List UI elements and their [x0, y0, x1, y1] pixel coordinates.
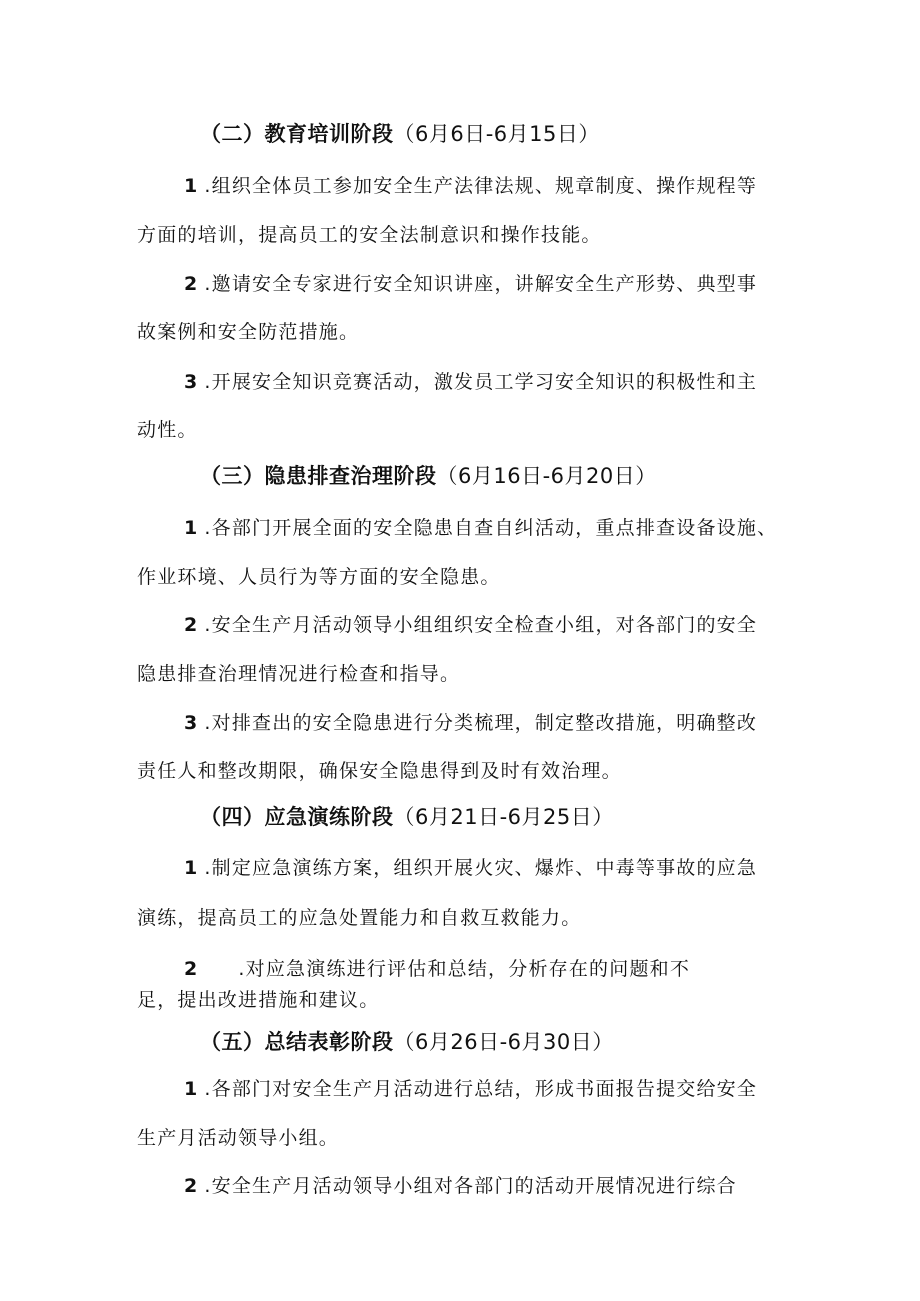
- paragraph-line: 2 .对应急演练进行评估和总结，分析存在的问题和不: [184, 958, 691, 980]
- paragraph-line: 2 .安全生产月活动领导小组组织安全检查小组，对各部门的安全: [184, 614, 758, 636]
- paragraph-line: 动性。: [137, 419, 198, 441]
- paragraph-line: 1 .各部门对安全生产月活动进行总结，形成书面报告提交给安全: [184, 1078, 758, 1100]
- paragraph-line: 责任人和整改期限，确保安全隐患得到及时有效治理。: [137, 760, 622, 782]
- section-heading: （五）总结表彰阶段（6月26日-6月30日）: [200, 1030, 614, 1054]
- section-heading: （三）隐患排查治理阶段（6月16日-6月20日）: [200, 464, 657, 488]
- paragraph-line: 2 .邀请安全专家进行安全知识讲座，讲解安全生产形势、典型事: [184, 273, 758, 295]
- paragraph-line: 3 .开展安全知识竞赛活动，激发员工学习安全知识的积极性和主: [184, 371, 758, 393]
- section-heading: （四）应急演练阶段（6月21日-6月25日）: [200, 805, 614, 829]
- paragraph-line: 生产月活动领导小组。: [137, 1127, 340, 1149]
- paragraph-line: 作业环境、人员行为等方面的安全隐患。: [137, 566, 501, 588]
- paragraph-line: 1 .组织全体员工参加安全生产法律法规、规章制度、操作规程等: [184, 175, 758, 197]
- paragraph-line: 演练，提高员工的应急处置能力和自救互救能力。: [137, 907, 582, 929]
- paragraph-line: 故案例和安全防范措施。: [137, 321, 360, 343]
- section-heading: （二）教育培训阶段（6月6日-6月15日）: [200, 122, 600, 146]
- paragraph-line: 足，提出改进措施和建议。: [137, 989, 380, 1011]
- paragraph-line: 1 .各部门开展全面的安全隐患自查自纠活动，重点排查设备设施、: [184, 517, 778, 539]
- paragraph-line: 3 .对排查出的安全隐患进行分类梳理，制定整改措施，明确整改: [184, 712, 758, 734]
- paragraph-line: 1 .制定应急演练方案，组织开展火灾、爆炸、中毒等事故的应急: [184, 857, 758, 879]
- paragraph-line: 方面的培训，提高员工的安全法制意识和操作技能。: [137, 224, 602, 246]
- paragraph-line: 隐患排查治理情况进行检查和指导。: [137, 663, 461, 685]
- paragraph-line: 2 .安全生产月活动领导小组对各部门的活动开展情况进行综合: [184, 1175, 737, 1197]
